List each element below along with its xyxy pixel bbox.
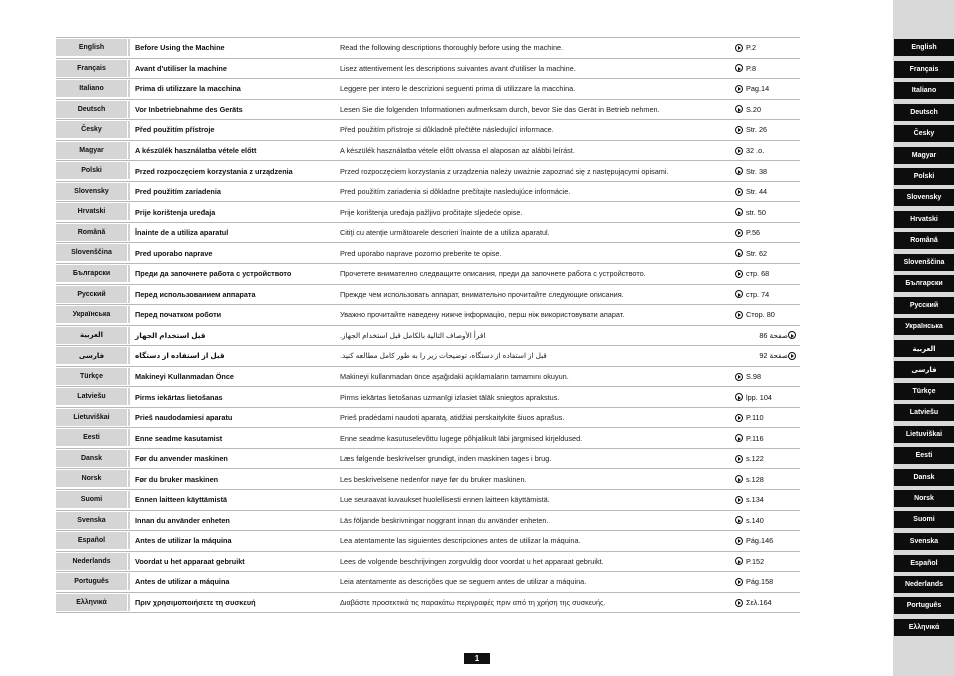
- side-tab-language[interactable]: Dansk: [894, 469, 954, 486]
- section-title: Enne seadme kasutamist: [135, 433, 223, 443]
- arrow-right-circle-icon: [735, 455, 743, 463]
- arrow-right-circle-icon: [735, 167, 743, 175]
- arrow-right-circle-icon: [788, 352, 796, 360]
- language-label: Česky: [56, 121, 127, 138]
- section-title: Преди да започнете работа с устройството: [135, 269, 292, 279]
- section-title: Makineyi Kullanmadan Önce: [135, 372, 234, 382]
- language-label: Magyar: [56, 142, 127, 159]
- side-tab-language[interactable]: Česky: [894, 125, 954, 142]
- arrow-right-circle-icon: [735, 188, 743, 196]
- page-reference-text: s.122: [746, 454, 764, 464]
- divider: [128, 573, 130, 590]
- section-title: Prije korištenja uređaja: [135, 207, 216, 217]
- page-reference-text: s.140: [746, 515, 764, 525]
- page-reference-text: стр. 74: [746, 289, 770, 299]
- divider: [128, 39, 130, 56]
- table-row: [56, 264, 800, 285]
- page-reference-text: Pág.146: [746, 536, 774, 546]
- side-tab-language[interactable]: Magyar: [894, 147, 954, 164]
- divider: [128, 470, 130, 487]
- page-reference-link[interactable]: [735, 59, 797, 79]
- section-description: Enne seadme kasutuselevõttu lugege põhjalikult läbi järgmised kirjeldused.: [340, 433, 583, 443]
- page-reference-link[interactable]: [735, 572, 797, 592]
- side-tab-language[interactable]: Français: [894, 61, 954, 78]
- section-title: Before Using the Machine: [135, 43, 225, 53]
- divider: [128, 306, 130, 323]
- table-row: [56, 141, 800, 162]
- side-tab-language[interactable]: Svenska: [894, 533, 954, 550]
- page-reference-link[interactable]: [754, 326, 799, 346]
- page-reference-link[interactable]: [735, 367, 797, 387]
- language-label: Українська: [56, 306, 127, 323]
- divider: [128, 101, 130, 118]
- section-description: Lisez attentivement les descriptions suivantes avant d'utiliser la machine.: [340, 63, 576, 73]
- divider: [128, 532, 130, 549]
- divider: [128, 553, 130, 570]
- page-reference-text: s.128: [746, 474, 764, 484]
- table-row: [56, 326, 800, 347]
- page-reference-text: صفحة 86: [759, 330, 788, 340]
- table-row: [56, 100, 800, 121]
- divider: [128, 388, 130, 405]
- section-title: Avant d'utiliser la machine: [135, 63, 227, 73]
- language-label: Русский: [56, 286, 127, 303]
- side-tab-language[interactable]: Deutsch: [894, 104, 954, 121]
- page-reference-text: Str. 44: [746, 187, 768, 197]
- page-reference-text: S.20: [746, 104, 762, 114]
- section-description: Læs følgende beskrivelser grundigt, inden maskinen tages i brug.: [340, 454, 552, 464]
- language-label: Latviešu: [56, 388, 127, 405]
- language-label: Polski: [56, 162, 127, 179]
- table-row: [56, 285, 800, 306]
- page-reference-link[interactable]: [735, 141, 797, 161]
- page-reference-link[interactable]: [735, 449, 797, 469]
- page-reference-text: P.110: [746, 413, 764, 423]
- section-title: Før du bruker maskinen: [135, 474, 219, 484]
- side-rail: [893, 0, 954, 676]
- section-title: Antes de utilizar la máquina: [135, 536, 232, 546]
- table-row: [56, 511, 800, 532]
- arrow-right-circle-icon: [735, 249, 743, 257]
- side-tab-language[interactable]: العربية: [894, 340, 954, 357]
- section-title: Przed rozpoczęciem korzystania z urządzenia: [135, 166, 293, 176]
- language-label: Română: [56, 224, 127, 241]
- side-tab-language[interactable]: Română: [894, 232, 954, 249]
- divider: [128, 512, 130, 529]
- section-description: Pred uporabo naprave pozorno preberite te opise.: [340, 248, 502, 258]
- section-description: Lea atentamente las siguientes descripciones antes de utilizar la máquina.: [340, 536, 581, 546]
- language-label: Eesti: [56, 429, 127, 446]
- side-tab-language[interactable]: Norsk: [894, 490, 954, 507]
- section-description: Prije korištenja uređaja pažljivo pročitajte sljedeće opise.: [340, 207, 523, 217]
- language-label: Slovensky: [56, 183, 127, 200]
- divider: [128, 429, 130, 446]
- section-title: Vor Inbetriebnahme des Geräts: [135, 104, 243, 114]
- table-row: [56, 305, 800, 326]
- language-label: Italiano: [56, 80, 127, 97]
- table-row: [56, 161, 800, 182]
- arrow-right-circle-icon: [735, 578, 743, 586]
- table-row: [56, 243, 800, 264]
- section-title: Перед початком роботи: [135, 310, 222, 320]
- divider: [128, 203, 130, 220]
- section-description: Leia atentamente as descrições que se seguem antes de utilizar a máquina.: [340, 577, 587, 587]
- section-description: Read the following descriptions thoroughly before using the machine.: [340, 43, 564, 53]
- arrow-right-circle-icon: [735, 208, 743, 216]
- section-description: Уважно прочитайте наведену нижче інформацію, перш ніж використовувати апарат.: [340, 310, 625, 320]
- table-row: [56, 367, 800, 388]
- section-title: Înainte de a utiliza aparatul: [135, 228, 229, 238]
- section-title: Перед использованием аппарата: [135, 289, 256, 299]
- side-tab-language[interactable]: Slovenščina: [894, 254, 954, 271]
- page-reference-text: Pág.158: [746, 577, 774, 587]
- page-reference-link[interactable]: [735, 202, 797, 222]
- arrow-right-circle-icon: [735, 290, 743, 298]
- arrow-right-circle-icon: [735, 537, 743, 545]
- divider: [128, 60, 130, 77]
- section-description: Lesen Sie die folgenden Informationen aufmerksam durch, bevor Sie das Gerät in Betrieb nehmen.: [340, 104, 660, 114]
- section-description: Citiţi cu atenţie următoarele descrieri înainte de a utiliza aparatul.: [340, 228, 550, 238]
- side-tab-language[interactable]: Eesti: [894, 447, 954, 464]
- page-reference-text: صفحة 92: [759, 351, 788, 361]
- table-row: [56, 387, 800, 408]
- side-tab-language[interactable]: Português: [894, 597, 954, 614]
- page-reference-text: P.8: [746, 63, 757, 73]
- arrow-right-circle-icon: [735, 414, 743, 422]
- page-reference-link[interactable]: [735, 511, 797, 531]
- page-reference-text: Pag.14: [746, 84, 770, 94]
- page-reference-text: P.2: [746, 43, 757, 53]
- page-reference-link[interactable]: [735, 79, 797, 99]
- table-row: [56, 408, 800, 429]
- section-description: Pred použitím zariadenia si dôkladne prečítajte nasledujúce informácie.: [340, 187, 571, 197]
- page-reference-text: P.116: [746, 433, 764, 443]
- divider: [128, 327, 130, 344]
- side-tab-language[interactable]: Italiano: [894, 82, 954, 99]
- divider: [128, 183, 130, 200]
- language-label: Hrvatski: [56, 203, 127, 220]
- side-tab-language[interactable]: فارسی: [894, 361, 954, 378]
- page-reference-link[interactable]: [735, 490, 797, 510]
- table-row: [56, 449, 800, 470]
- divider: [128, 265, 130, 282]
- language-table: [56, 37, 800, 613]
- side-tab-language[interactable]: Ελληνικά: [894, 619, 954, 636]
- arrow-right-circle-icon: [735, 496, 743, 504]
- table-row: [56, 490, 800, 511]
- language-label: Български: [56, 265, 127, 282]
- section-description: قبل از استفاده از دستگاه، توضیحات زیر را به طور کامل مطالعه کنید.: [340, 351, 547, 361]
- arrow-right-circle-icon: [735, 44, 743, 52]
- page-reference-link[interactable]: [735, 243, 797, 263]
- page-reference-link[interactable]: [735, 305, 797, 325]
- page-reference-text: Стор. 80: [746, 310, 775, 320]
- page-reference-link[interactable]: [735, 264, 797, 284]
- language-label: Svenska: [56, 512, 127, 529]
- divider: [128, 347, 130, 364]
- arrow-right-circle-icon: [735, 147, 743, 155]
- section-title: Pred uporabo naprave: [135, 248, 213, 258]
- table-row: [56, 552, 800, 573]
- page-reference-link[interactable]: [735, 593, 797, 613]
- language-label: العربية: [56, 327, 127, 344]
- side-tab-language[interactable]: Български: [894, 275, 954, 292]
- page-reference-link[interactable]: [735, 408, 797, 428]
- side-tab-language[interactable]: Nederlands: [894, 576, 954, 593]
- page-reference-text: str. 50: [746, 207, 766, 217]
- section-title: Antes de utilizar a máquina: [135, 577, 230, 587]
- section-title: A készülék használatba vétele előtt: [135, 146, 257, 155]
- table-row: [56, 469, 800, 490]
- language-label: فارسی: [56, 347, 127, 364]
- language-label: Suomi: [56, 491, 127, 508]
- page-reference-link[interactable]: [735, 285, 797, 305]
- section-description: Pirms iekārtas lietošanas uzmanīgi izlasiet tālāk sniegtos aprakstus.: [340, 392, 560, 402]
- arrow-right-circle-icon: [735, 64, 743, 72]
- language-label: Français: [56, 60, 127, 77]
- divider: [128, 409, 130, 426]
- divider: [128, 491, 130, 508]
- arrow-right-circle-icon: [735, 105, 743, 113]
- section-title: Před použitím přístroje: [135, 125, 215, 135]
- section-description: Prieš pradėdami naudoti aparatą, atidžiai perskaitykite šiuos aprašus.: [340, 413, 565, 423]
- divider: [128, 244, 130, 261]
- side-tab-language[interactable]: Español: [894, 555, 954, 572]
- section-description: Läs följande beskrivningar noggrant innan du använder enheten.: [340, 515, 549, 525]
- side-tab-language[interactable]: Latviešu: [894, 404, 954, 421]
- table-row: [56, 223, 800, 244]
- side-tab-language[interactable]: Slovensky: [894, 189, 954, 206]
- table-row: [56, 59, 800, 80]
- divider: [128, 224, 130, 241]
- side-tab-language[interactable]: Hrvatski: [894, 211, 954, 228]
- section-title: Prima di utilizzare la macchina: [135, 84, 241, 94]
- table-row: [56, 38, 800, 59]
- arrow-right-circle-icon: [788, 331, 796, 339]
- page-reference-link[interactable]: [735, 120, 797, 140]
- section-title: Pirms iekārtas lietošanas: [135, 392, 223, 402]
- page-reference-text: P.152: [746, 556, 765, 566]
- section-description: Les beskrivelsene nedenfor nøye før du bruker maskinen.: [340, 474, 527, 484]
- divider: [128, 594, 130, 611]
- section-description: Διαβάστε προσεκτικά τις παρακάτω περιγραφές πριν από τη χρήση της συσκευής.: [340, 598, 606, 608]
- table-row: [56, 428, 800, 449]
- table-row: [56, 346, 800, 367]
- side-tab-language[interactable]: Русский: [894, 297, 954, 314]
- language-label: Español: [56, 532, 127, 549]
- divider: [128, 368, 130, 385]
- section-description: Leggere per intero le descrizioni seguenti prima di utilizzare la macchina.: [340, 84, 576, 94]
- section-description: Lue seuraavat kuvaukset huolellisesti ennen laitteen käyttämistä.: [340, 495, 550, 505]
- language-label: Lietuviškai: [56, 409, 127, 426]
- table-row: [56, 593, 800, 614]
- divider: [128, 450, 130, 467]
- side-tab-language[interactable]: Suomi: [894, 511, 954, 528]
- arrow-right-circle-icon: [735, 311, 743, 319]
- section-description: Прежде чем использовать аппарат, внимательно прочитайте следующие описания.: [340, 289, 624, 299]
- section-description: اقرأ الأوصاف التالية بالكامل قبل استخدام الجهاز.: [340, 330, 486, 340]
- page-reference-text: lpp. 104: [746, 392, 772, 402]
- section-title: Innan du använder enheten: [135, 515, 230, 525]
- arrow-right-circle-icon: [735, 599, 743, 607]
- section-title: Prieš naudodamiesi aparatu: [135, 413, 233, 423]
- arrow-right-circle-icon: [735, 373, 743, 381]
- table-row: [56, 572, 800, 593]
- language-label: Slovenščina: [56, 244, 127, 261]
- page-reference-link[interactable]: [754, 346, 799, 366]
- divider: [128, 162, 130, 179]
- page-reference-link[interactable]: [735, 469, 797, 489]
- page-number: 1: [464, 653, 490, 664]
- section-title: Før du anvender maskinen: [135, 454, 228, 464]
- section-description: Před použitím přístroje si důkladně přečtěte následující informace.: [340, 125, 554, 135]
- section-title: قبل استخدام الجهاز: [135, 330, 206, 340]
- section-title: Pred použitím zariadenia: [135, 187, 221, 197]
- page-reference-text: Str. 62: [746, 248, 768, 258]
- language-label: Türkçe: [56, 368, 127, 385]
- section-title: Voordat u het apparaat gebruikt: [135, 556, 245, 566]
- page-reference-link[interactable]: [735, 38, 797, 58]
- section-description: Makineyi kullanmadan önce aşağıdaki açıklamaların tamamını okuyun.: [340, 372, 569, 382]
- table-row: [56, 120, 800, 141]
- section-title: Πριν χρησιμοποιήσετε τη συσκευή: [135, 598, 256, 608]
- divider: [128, 80, 130, 97]
- page-reference-link[interactable]: [735, 531, 797, 551]
- page-reference-link[interactable]: [735, 161, 797, 181]
- side-tab-language[interactable]: Lietuviškai: [894, 426, 954, 443]
- section-description: A készülék használatba vétele előtt olvassa el alaposan az alábbi leírást.: [340, 146, 575, 155]
- page-reference-text: стр. 68: [746, 269, 770, 279]
- page-reference-text: Str. 26: [746, 125, 768, 135]
- page-reference-link[interactable]: [735, 428, 797, 448]
- side-tab-language[interactable]: Polski: [894, 168, 954, 185]
- section-description: Lees de volgende beschrijvingen zorgvuldig door voordat u het apparaat gebruikt.: [340, 556, 604, 566]
- arrow-right-circle-icon: [735, 270, 743, 278]
- divider: [128, 121, 130, 138]
- language-label: Deutsch: [56, 101, 127, 118]
- arrow-right-circle-icon: [735, 126, 743, 134]
- page-reference-link[interactable]: [735, 552, 797, 572]
- table-row: [56, 531, 800, 552]
- page-reference-text: 32 .o.: [746, 146, 765, 155]
- arrow-right-circle-icon: [735, 475, 743, 483]
- section-description: Przed rozpoczęciem korzystania z urządzenia należy uważnie zapoznać się z następującymi opisami.: [340, 166, 669, 176]
- table-row: [56, 79, 800, 100]
- arrow-right-circle-icon: [735, 393, 743, 401]
- page-reference-link[interactable]: [735, 182, 797, 202]
- divider: [128, 142, 130, 159]
- side-tab-language[interactable]: Türkçe: [894, 383, 954, 400]
- arrow-right-circle-icon: [735, 557, 743, 565]
- page-reference-text: P.56: [746, 228, 761, 238]
- arrow-right-circle-icon: [735, 85, 743, 93]
- arrow-right-circle-icon: [735, 434, 743, 442]
- divider: [128, 286, 130, 303]
- section-title: Ennen laitteen käyttämistä: [135, 495, 228, 505]
- section-title: قبل از استفاده از دستگاه: [135, 351, 225, 361]
- page-reference-text: Σελ.164: [746, 598, 772, 608]
- side-tab-language[interactable]: Українська: [894, 318, 954, 335]
- page-reference-link[interactable]: [735, 387, 797, 407]
- page-reference-text: Str. 38: [746, 166, 768, 176]
- table-row: [56, 182, 800, 203]
- page-reference-text: s.134: [746, 495, 764, 505]
- page-reference-link[interactable]: [735, 223, 797, 243]
- page-reference-text: S.98: [746, 372, 762, 382]
- arrow-right-circle-icon: [735, 516, 743, 524]
- page-reference-link[interactable]: [735, 100, 797, 120]
- section-description: Прочетете внимателно следващите описания, преди да започнете работа с устройството.: [340, 269, 646, 279]
- language-label: Português: [56, 573, 127, 590]
- arrow-right-circle-icon: [735, 229, 743, 237]
- language-label: Ελληνικά: [56, 594, 127, 611]
- side-tab-language[interactable]: English: [894, 39, 954, 56]
- language-label: English: [56, 39, 127, 56]
- language-label: Norsk: [56, 470, 127, 487]
- language-label: Dansk: [56, 450, 127, 467]
- language-label: Nederlands: [56, 553, 127, 570]
- table-row: [56, 202, 800, 223]
